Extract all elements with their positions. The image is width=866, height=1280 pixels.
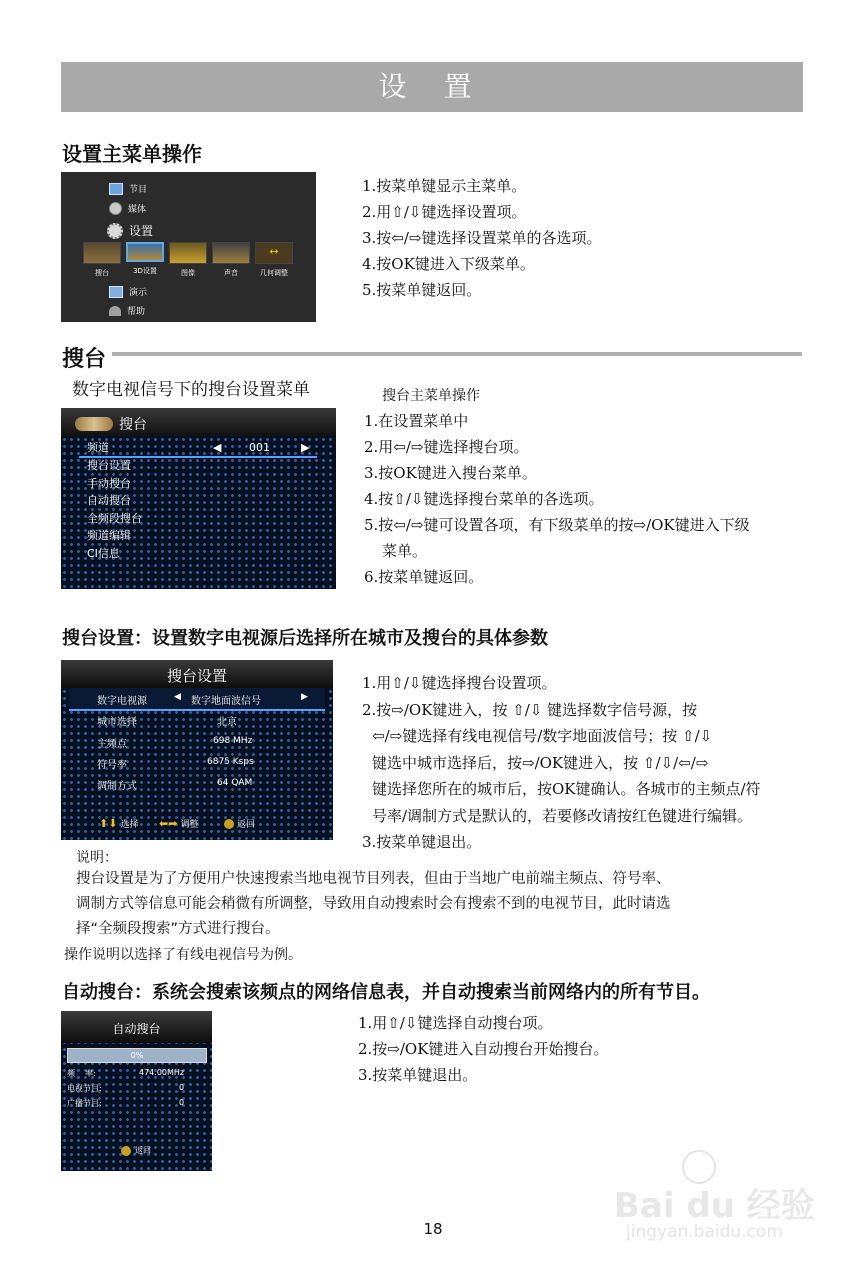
- step: 5.按⇦/⇨键可设置各项，有下级菜单的按⇨/OK键进入下级: [364, 516, 750, 534]
- tuning-steps-title: 搜台主菜单操作: [382, 388, 480, 404]
- step: 3.按OK键进入搜台菜单。: [364, 464, 537, 482]
- tuning-steps: [364, 408, 750, 590]
- step: 1.在设置菜单中: [364, 412, 469, 430]
- tuning-setup-title: 搜台设置: [166, 667, 227, 685]
- frequency-value: 474.00MHz: [139, 1068, 185, 1077]
- settings-main-menu-screen: [61, 172, 316, 322]
- source-row: 数字电视源 ◀ 数字地面波信号 ▶: [69, 688, 325, 711]
- menu-button-icon: [224, 819, 234, 829]
- menu-item: 手动搜台: [87, 476, 131, 490]
- menu-item-settings: 设置: [107, 222, 153, 239]
- arrow-right-icon: ▶: [301, 441, 310, 454]
- settings-menu-steps: [362, 173, 602, 303]
- frequency-label: 主频点: [97, 739, 127, 750]
- symbol-rate-value: 6875 Ksps: [207, 757, 254, 767]
- step: 4.按OK键进入下级菜单。: [362, 255, 535, 273]
- frequency-label: 频 率:: [67, 1069, 96, 1078]
- settings-option-tuning: 搜台: [83, 242, 121, 280]
- menu-item: 频道编辑: [87, 529, 131, 542]
- section-heading-auto-tuning: 自动搜台：系统会搜索该频点的网络信息表，并自动搜索当前网络内的所有节目。: [62, 982, 710, 1003]
- tuning-subheading: 数字电视信号下的搜台设置菜单: [72, 380, 310, 400]
- baidu-watermark-logo: Bai du 经验 jingyan.baidu.com: [612, 1150, 832, 1250]
- progress-text: 0%: [130, 1051, 144, 1060]
- step: 1.用⇧/⇩键选择搜台设置项。: [362, 674, 557, 692]
- step: 2.用⇦/⇨键选择搜台项。: [364, 438, 529, 456]
- help-person-icon: [109, 306, 121, 316]
- menu-button-icon: [121, 1146, 131, 1156]
- tuning-setup-screen: [61, 660, 333, 840]
- settings-option-geometry: ↔ 几何调整: [255, 242, 293, 280]
- demo-icon: [109, 286, 123, 298]
- tuning-icon: [83, 242, 121, 264]
- step: 4.按⇧/⇩键选择搜台菜单的各选项。: [364, 490, 604, 508]
- picture-icon: [169, 242, 207, 264]
- channel-row: 频道 ◀ 001 ▶: [79, 439, 317, 457]
- arrow-left-icon: ◀: [213, 441, 222, 454]
- menu-item-program: 节目: [109, 182, 147, 195]
- gear-icon: [107, 223, 123, 239]
- geometry-arrows-icon: ↔: [255, 242, 293, 264]
- step: 号率/调制方式是默认的，若要修改请按红色键进行编辑。: [372, 806, 753, 825]
- step: 3.按菜单键退出。: [358, 1066, 478, 1084]
- menu-item-demo: 演示: [109, 285, 147, 298]
- up-down-arrows-icon: ⬆⬇: [99, 817, 118, 830]
- arrow-right-icon: ▶: [301, 692, 308, 702]
- media-icon: [109, 202, 122, 215]
- step: 1.用⇧/⇩键选择自动搜台项。: [358, 1014, 553, 1032]
- tv-programs-label: 电视节目:: [67, 1084, 102, 1093]
- settings-option-3d: 3D设置: [126, 242, 164, 280]
- frequency-value: 698 MHz: [213, 736, 253, 746]
- tuning-setup-steps: [362, 670, 761, 856]
- menu-item-media: 媒体: [109, 202, 146, 215]
- tuning-menu-items: [87, 457, 142, 562]
- section-divider: [112, 352, 802, 356]
- city-value: 北京: [217, 717, 237, 728]
- step: 菜单。: [382, 542, 428, 560]
- symbol-rate-label: 符号率: [97, 760, 127, 771]
- page-title: 设 置: [61, 62, 803, 112]
- note-label: 说明：: [76, 850, 118, 866]
- step: 键选中城市选择后，按⇨/OK键进入，按 ⇧/⇩/⇦/⇨: [372, 753, 709, 772]
- menu-item-help: 帮助: [109, 304, 145, 317]
- city-label: 城市选择: [97, 717, 137, 728]
- hint-back: 返回: [224, 817, 255, 830]
- step: 键选择您所在的城市后，按OK键确认。各城市的主频点/符: [372, 780, 761, 798]
- menu-item: CI信息: [87, 546, 120, 560]
- radio-programs-label: 广播节目:: [67, 1099, 102, 1108]
- section-heading-settings-menu: 设置主菜单操作: [62, 142, 202, 166]
- 3d-tools-icon: [126, 242, 164, 262]
- step: 1.按菜单键显示主菜单。: [362, 177, 527, 195]
- menu-item: 全频段搜台: [87, 511, 142, 525]
- sound-icon: [212, 242, 250, 264]
- step: 6.按菜单键返回。: [364, 568, 484, 586]
- modulation-value: 64 QAM: [217, 778, 253, 788]
- step: 5.按菜单键返回。: [362, 281, 482, 299]
- settings-option-sound: 声音: [212, 242, 250, 280]
- arrow-left-icon: ◀: [174, 692, 181, 702]
- hint-select: ⬆⬇ 选择: [99, 817, 139, 830]
- auto-tuning-steps: [358, 1010, 608, 1088]
- settings-option-picture: 图像: [169, 242, 207, 280]
- menu-item: 自动搜台: [87, 494, 131, 507]
- radio-programs-value: 0: [179, 1098, 185, 1107]
- page-number: 18: [423, 1220, 443, 1238]
- tuning-icon: [75, 417, 113, 431]
- step: 3.按菜单键退出。: [362, 833, 482, 851]
- menu-item: 搜台设置: [87, 459, 131, 472]
- hint-adjust: ⬅➡ 调整: [159, 817, 199, 830]
- step: 3.按⇦/⇨键选择设置菜单的各选项。: [362, 229, 602, 247]
- hint-back: 返回: [121, 1145, 151, 1156]
- tv-programs-value: 0: [179, 1083, 185, 1092]
- auto-tuning-title: 自动搜台: [112, 1022, 161, 1036]
- step: ⇦/⇨键选择有线电视信号/数字地面波信号；按 ⇧/⇩: [372, 727, 713, 745]
- left-right-arrows-icon: ⬅➡: [159, 817, 178, 830]
- tuning-menu-screen: [61, 408, 336, 589]
- note-text: 搜台设置是为了方便用户快速搜索当地电视节目列表，但由于当地广电前端主频点、符号率、 调制方式等信息可能会稍微有所调整，导致用自动搜索时会有搜索不到的电视节目，此时请选 择“全频段搜索”方式进行搜台。: [76, 871, 671, 937]
- settings-icon-row: [83, 242, 301, 280]
- example-note: 操作说明以选择了有线电视信号为例。: [64, 947, 302, 963]
- auto-tuning-screen: [61, 1011, 212, 1171]
- section-heading-tuning-setup: 搜台设置：设置数字电视源后选择所在城市及搜台的具体参数: [62, 628, 548, 649]
- modulation-label: 调制方式: [97, 781, 137, 792]
- tv-icon: [109, 183, 123, 195]
- section-heading-tuning: 搜台: [62, 347, 107, 372]
- tuning-menu-header: 搜台: [75, 414, 147, 434]
- step: 2.按⇨/OK键进入自动搜台开始搜台。: [358, 1040, 609, 1058]
- step: 2.按⇨/OK键进入，按 ⇧/⇩ 键选择数字信号源，按: [362, 700, 698, 719]
- step: 2.用⇧/⇩键选择设置项。: [362, 203, 527, 221]
- progress-bar: [67, 1048, 207, 1063]
